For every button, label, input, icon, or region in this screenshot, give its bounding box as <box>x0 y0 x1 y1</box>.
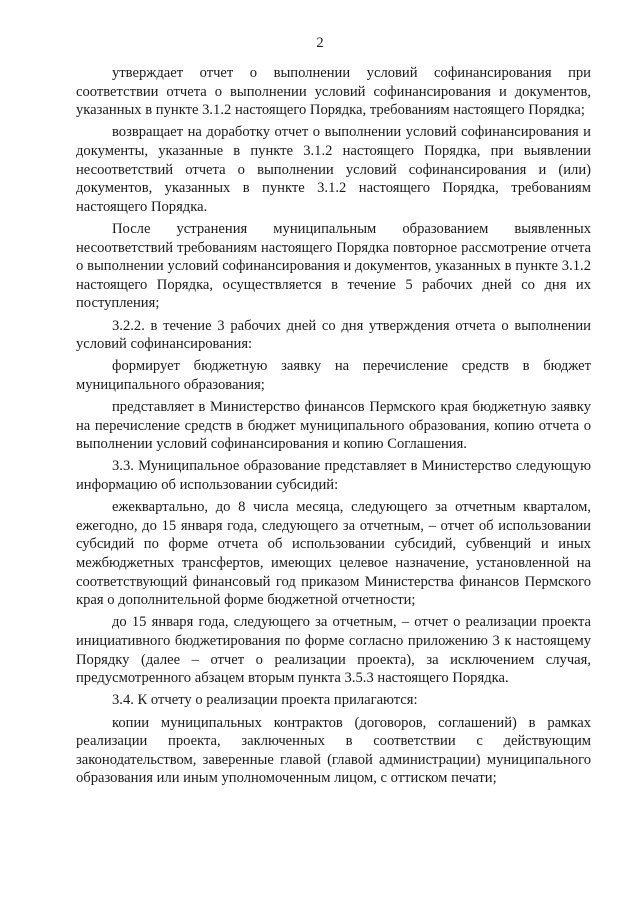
document-body <box>76 64 591 792</box>
paragraph: возвращает на доработку отчет о выполнении условий софинансирования и документы, указанные в пункте 3.1.2 настоящего Порядка, при выявлении несоответствий отчета о выполнении условий софинансирования и (или) документов, указанных в пункте 3.1.2 настоящего Порядка, требованиям настоящего Порядка. <box>76 124 591 215</box>
paragraph: 3.2.2. в течение 3 рабочих дней со дня утверждения отчета о выполнении условий софинансирования: <box>76 317 591 353</box>
paragraph: утверждает отчет о выполнении условий софинансирования при соответствии отчета о выполнении условий софинансирования и документов, указанных в пункте 3.1.2 настоящего Порядка, требованиям настоящего Порядка; <box>76 65 591 119</box>
paragraph: ежеквартально, до 8 числа месяца, следующего за отчетным кварталом, ежегодно, до 15 января года, следующего за отчетным, – отчет об использовании субсидий по форме отчета об использовании субсидий, субвенций и иных межбюджетных трансфертов, имеющих целевое назначение, установленной на соответствующий финансовый год приказом Министерства финансов Пермского края о дополнительной форме бюджетной отчетности; <box>76 499 591 609</box>
page-number: 2 <box>316 35 324 51</box>
paragraph: формирует бюджетную заявку на перечисление средств в бюджет муниципального образования; <box>76 358 591 393</box>
paragraph: 3.3. Муниципальное образование представляет в Министерство следующую информацию об использовании субсидий: <box>76 458 591 494</box>
paragraph: После устранения муниципальным образованием выявленных несоответствий требованиям настоящего Порядка повторное рассмотрение отчета о выполнении условий софинансирования и документов, указанных в пункте 3.1.2 настоящего Порядка, осуществляется в течение 5 рабочих дней со дня их поступления; <box>76 220 591 312</box>
paragraph: 3.4. К отчету о реализации проекта прилагаются: <box>112 692 418 709</box>
paragraph: копии муниципальных контрактов (договоров, соглашений) в рамках реализации проекта, заключенных в соответствии с действующим законодательством, заверенные главой (главой администрации) муниципального образования или иным уполномоченным лицом, с оттиском печати; <box>76 714 591 787</box>
paragraph: до 15 января года, следующего за отчетным, – отчет о реализации проекта инициативного бюджетирования по форме согласно приложению 3 к настоящему Порядку (далее – отчет о реализации проекта), за исключением случая, предусмотренного абзацем вторым пункта 3.5.3 настоящего Порядка. <box>76 614 591 687</box>
paragraph: представляет в Министерство финансов Пермского края бюджетную заявку на перечисление средств в бюджет муниципального образования, копию отчета о выполнении условий софинансирования и копию Соглашения. <box>76 399 591 453</box>
